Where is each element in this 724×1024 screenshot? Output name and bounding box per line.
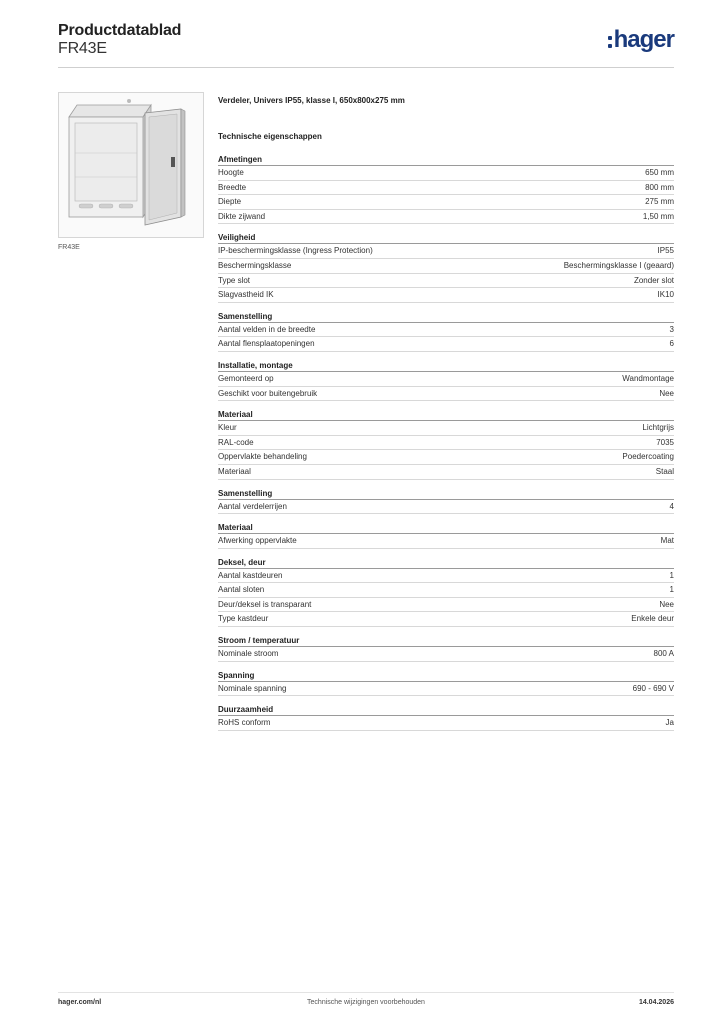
spec-value: Wandmontage [622, 373, 674, 383]
spec-row [218, 612, 674, 627]
spec-label: Breedte [218, 182, 247, 192]
spec-label: Deur/deksel is transparant [218, 599, 312, 609]
spec-value: Staal [655, 466, 674, 476]
spec-section [218, 704, 674, 731]
page-footer [58, 992, 674, 1006]
spec-value: Mat [660, 536, 674, 546]
section-title: Veiligheid [218, 232, 674, 244]
spec-label: Type slot [218, 275, 251, 285]
spec-label: IP-beschermingsklasse (Ingress Protection) [218, 246, 373, 256]
spec-label: Materiaal [218, 466, 251, 476]
spec-value: Nee [659, 599, 674, 609]
product-description: Verdeler, Univers IP55, klasse I, 650x800x275 mm [218, 96, 405, 105]
spec-section [218, 670, 674, 697]
spec-value: 800 mm [645, 182, 674, 192]
spec-section [218, 409, 674, 479]
section-title: Afmetingen [218, 154, 674, 166]
spec-label: Nominale stroom [218, 649, 279, 659]
spec-row [218, 337, 674, 352]
spec-value: 4 [669, 501, 674, 511]
spec-row [218, 323, 674, 338]
spec-section [218, 557, 674, 627]
spec-row [218, 598, 674, 613]
spec-row [218, 682, 674, 697]
spec-label: Geschikt voor buitengebruik [218, 388, 318, 398]
spec-value: Ja [665, 718, 674, 728]
spec-row [218, 244, 674, 259]
footer-website: hager.com/nl [58, 999, 102, 1006]
section-title: Deksel, deur [218, 557, 674, 569]
spec-row [218, 387, 674, 402]
spec-row [218, 436, 674, 451]
section-title: Spanning [218, 670, 674, 682]
spec-label: Afwerking oppervlakte [218, 536, 297, 546]
spec-value: 275 mm [645, 197, 674, 207]
spec-row [218, 259, 674, 274]
spec-label: Kleur [218, 423, 237, 433]
spec-value: 1 [669, 570, 674, 580]
footer-disclaimer: Technische wijzigingen voorbehouden [307, 999, 425, 1006]
spec-section [218, 311, 674, 352]
spec-value: 7035 [656, 437, 674, 447]
spec-value: 6 [669, 339, 674, 349]
spec-value: Zonder slot [633, 275, 674, 285]
spec-row [218, 534, 674, 549]
spec-row [218, 288, 674, 303]
section-title: Samenstelling [218, 311, 674, 323]
spec-value: Lichtgrijs [642, 423, 674, 433]
spec-value: 3 [669, 324, 674, 334]
spec-row [218, 421, 674, 436]
spec-label: Oppervlakte behandeling [218, 452, 307, 462]
product-specifications [218, 96, 674, 731]
spec-row [218, 583, 674, 598]
spec-label: Aantal kastdeuren [218, 570, 283, 580]
spec-value: Nee [659, 388, 674, 398]
section-title: Materiaal [218, 522, 674, 534]
spec-section [218, 360, 674, 401]
spec-row [218, 166, 674, 181]
image-caption: FR43E [58, 244, 80, 251]
spec-row [218, 465, 674, 480]
spec-row [218, 372, 674, 387]
spec-sections [218, 154, 674, 731]
spec-row [218, 274, 674, 289]
page-header [58, 22, 674, 68]
footer-date: 14.04.2026 [638, 999, 674, 1006]
spec-row [218, 716, 674, 731]
spec-section [218, 154, 674, 224]
spec-value: 1 [669, 585, 674, 595]
spec-section [218, 232, 674, 302]
spec-label: Aantal flensplaatopeningen [218, 339, 315, 349]
spec-label: Aantal verdelerrijen [218, 501, 287, 511]
section-title: Stroom / temperatuur [218, 635, 674, 647]
spec-row [218, 210, 674, 225]
technical-properties-heading: Technische eigenschappen [218, 132, 322, 141]
spec-row [218, 500, 674, 515]
spec-section [218, 635, 674, 662]
spec-row [218, 450, 674, 465]
spec-section [218, 522, 674, 549]
spec-label: Beschermingsklasse [218, 260, 292, 270]
spec-row [218, 195, 674, 210]
spec-label: Aantal velden in de breedte [218, 324, 316, 334]
section-title: Duurzaamheid [218, 704, 674, 716]
spec-value: Poedercoating [622, 452, 674, 462]
spec-section [218, 488, 674, 515]
spec-row [218, 181, 674, 196]
document-title: Productdatablad [58, 22, 182, 39]
product-code: FR43E [58, 40, 107, 57]
spec-label: RoHS conform [218, 718, 271, 728]
section-title: Samenstelling [218, 488, 674, 500]
spec-value: Beschermingsklasse I (geaard) [563, 260, 674, 270]
spec-label: RAL-code [218, 437, 254, 447]
logo-dots-icon [608, 36, 612, 48]
spec-label: Nominale spanning [218, 683, 287, 693]
spec-value: IP55 [657, 246, 674, 256]
hager-logo [608, 28, 674, 52]
spec-value: Enkele deur [631, 614, 674, 624]
spec-label: Slagvastheid IK [218, 290, 274, 300]
spec-label: Aantal sloten [218, 585, 265, 595]
enclosure-illustration-icon [59, 93, 203, 237]
spec-value: 690 - 690 V [632, 683, 674, 693]
logo-text: hager [613, 26, 674, 53]
spec-value: 650 mm [645, 168, 674, 177]
spec-value: 800 A [653, 649, 674, 659]
spec-label: Dikte zijwand [218, 211, 266, 221]
spec-label: Hoogte [218, 168, 244, 177]
section-title: Materiaal [218, 409, 674, 421]
spec-label: Type kastdeur [218, 614, 269, 624]
spec-label: Diepte [218, 197, 242, 207]
spec-value: IK10 [657, 290, 674, 300]
spec-row [218, 569, 674, 584]
spec-row [218, 647, 674, 662]
section-title: Installatie, montage [218, 360, 674, 372]
product-image [58, 92, 204, 238]
spec-value: 1,50 mm [642, 211, 674, 221]
spec-label: Gemonteerd op [218, 373, 274, 383]
